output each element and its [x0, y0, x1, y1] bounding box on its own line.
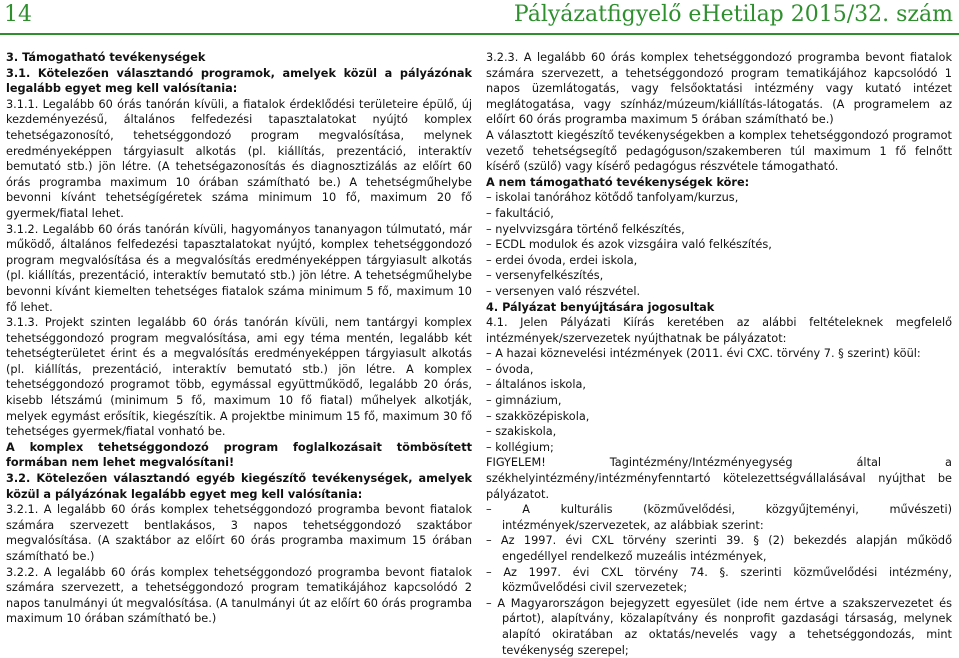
left-column: [6, 50, 472, 627]
section-heading-3: 3. Támogatható tevékenységek: [6, 51, 206, 64]
running-title: Pályázatfigyelő eHetilap 2015/32. szám: [513, 2, 953, 27]
header-rule: [0, 33, 959, 35]
institution-list: [486, 362, 952, 456]
paragraph-3-2-1: 3.2.1. A legalább 60 órás komplex tehetséggondozó programba bevont fiatalok számára szervezett bentlakásos, 3 napos tehetséggondozó szaktábor megvalósítása. (A szaktábor az előírt 60 órás programba maximum 15 órában számítható be.): [6, 503, 472, 563]
paragraph-kulturalis: – A kulturális (közművelődési, közgyűjteményi, művészeti) intézmények/szervezetek, az alábbiak szerint:: [486, 503, 952, 532]
list-item: – fakultáció,: [486, 206, 952, 222]
list-item: – óvoda,: [486, 362, 952, 378]
section-heading-3-2: 3.2. Kötelezően választandó egyéb kiegészítő tevékenységek, amelyek közül a pályázónak legalább egyet meg kell valósítania:: [6, 472, 472, 501]
list-item: – iskolai tanórához kötődő tanfolyam/kurzus,: [486, 190, 952, 206]
page-number: 14: [4, 2, 32, 27]
paragraph-3-2-3: 3.2.3. A legalább 60 órás komplex tehetséggondozó programba bevont fiatalok számára szervezett, a tehetséggondozó program tematikájához kapcsolódó 1 napos üzemlátogatás, vagy felsőoktatási intézmény vagy kutató intézet meglátogatása, vagy színház/múzeum/kiállítás-látogatás. (A programelem az előírt 60 órás programba maximum 5 órában számítható be.): [486, 51, 952, 127]
paragraph-law-3: – A Magyarországon bejegyzett egyesület (ide nem értve a szakszervezetet és pártot), alapítvány, közalapítvány és nonprofit gazdasági társaság, melynek alapító okiratában az oktatás/nevelés vagy a tehetséggondozás, mint tevékenység szerepel;: [486, 596, 952, 657]
page-header: [0, 0, 959, 34]
list-item: – kollégium;: [486, 440, 952, 456]
list-item: – szakközépiskola,: [486, 409, 952, 425]
figyelem-note: FIGYELEM! Tagintézmény/Intézményegység által a székhelyintézmény/intézményfenntartó kötelezettségvállalásával nyújthat be pályázatot.: [486, 456, 952, 501]
list-item: – ECDL modulok és azok vizsgáira való felkészítés,: [486, 237, 952, 253]
paragraph-3-1-3: 3.1.3. Projekt szinten legalább 60 órás tanórán kívüli, nem tantárgyi komplex tehetséggondozó program megvalósítása, ami egy téma mentén, legalább két tehetségterületet érint és a megvalósítás eredményeképpen tárgyiasult alkotás (pl. kiállítás, prezentáció, interaktív bemutató stb.) jön létre. A komplex tehetséggondozó programot több, egymással együttműködő, legalább 20 órás, kisebb létszámú (minimum 5 fő, maximum 10 fő fiatal) műhelyek alkotják, melyek egymást erősítik, kiegészítik. A projektbe minimum 15 fő, maximum 30 fő tehetséges gyermek/fiatal vonható be.: [6, 316, 472, 439]
paragraph-3-1-1: 3.1.1. Legalább 60 órás tanórán kívüli, a fiatalok érdeklődési területeire épülő, új kezdeményezésű, általános felfedezési tapasztalatokat nyújtó komplex tehetségazonosító, tehetséggondozó program megvalósítása, melynek eredményeképpen tárgyiasult alkotás (pl. kiállítás, prezentáció, interaktív bemutató stb.) jön létre. (A tehetségazonosítás és diagnosztizálás az előírt 60 órás programba maximum 10 órában számítható be.) A tehetségműhelybe bevonni kívánt tehetségígéretek száma minimum 10 fő, maximum 20 fő gyermek/fiatal lehet.: [6, 97, 472, 220]
right-column: [486, 50, 952, 658]
paragraph-4-1: 4.1. Jelen Pályázati Kiírás keretében az alábbi feltételeknek megfelelő intézmények/szervezetek nyújthatnak be pályázatot:: [486, 316, 952, 345]
list-item: – nyelvvizsgára történő felkészítés,: [486, 222, 952, 238]
list-item: – versenyfelkészítés,: [486, 268, 952, 284]
paragraph-3-1-2: 3.1.2. Legalább 60 órás tanórán kívüli, hagyományos tananyagon túlmutató, már működő, általános felfedezési tapasztalatokat nyújtó, komplex tehetséggondozó program megvalósítása és a megvalósítás eredményeképpen tárgyiasult alkotás (pl. kiállítás, prezentáció, interaktív bemutató stb.) jön létre. A tehetségműhelybe bevonni kívánt kiemelten tehetséges fiatalok száma minimum 5 fő, maximum 10 fő lehet.: [6, 222, 472, 314]
section-heading-4: 4. Pályázat benyújtására jogosultak: [486, 300, 715, 314]
not-supported-list: [486, 190, 952, 299]
list-item: – általános iskola,: [486, 377, 952, 393]
paragraph-4-1-a: – A hazai köznevelési intézmények (2011. évi CXC. törvény 7. § szerint) köül:: [486, 347, 921, 361]
paragraph-3-2-2: 3.2.2. A legalább 60 órás komplex tehetséggondozó programba bevont fiatalok számára szervezett, a tehetséggondozó program tematikájához kapcsolódó 2 napos tanulmányi út megvalósítása. (A tanulmányi út az előírt 60 órás programba maximum 10 órában számítható be.): [6, 565, 472, 626]
bold-note: A komplex tehetséggondozó program foglalkozásait tömbösített formában nem lehet megvalósítani!: [6, 440, 472, 470]
paragraph-kiegeszito: A választott kiegészítő tevékenységekben a komplex tehetséggondozó programot vezető tehetségsegítő pedagóguson/szakemberen túl maximum 1 fő felnőtt kísérő (szülő) vagy kísérő pedagógus részvétele támogatható.: [486, 128, 952, 174]
list-item: – erdei óvoda, erdei iskola,: [486, 253, 952, 269]
section-heading-3-1: 3.1. Kötelezően választandó programok, amelyek közül a pályázónak legalább egyet meg kell valósítania:: [6, 66, 472, 96]
paragraph-law-2: – Az 1997. évi CXL törvény 74. §. szerinti közművelődési intézmény, közművelődési civil szervezetek;: [486, 565, 952, 595]
list-item: – gimnázium,: [486, 393, 952, 409]
list-item: – szakiskola,: [486, 424, 952, 440]
not-supported-title: A nem támogatható tevékenységek köre:: [486, 175, 750, 189]
paragraph-law-1: – Az 1997. évi CXL törvény szerinti 39. § (2) bekezdés alapján működő engedéllyel rendelkező muzeális intézmények,: [486, 534, 952, 563]
list-item: – versenyen való részvétel.: [486, 284, 952, 300]
